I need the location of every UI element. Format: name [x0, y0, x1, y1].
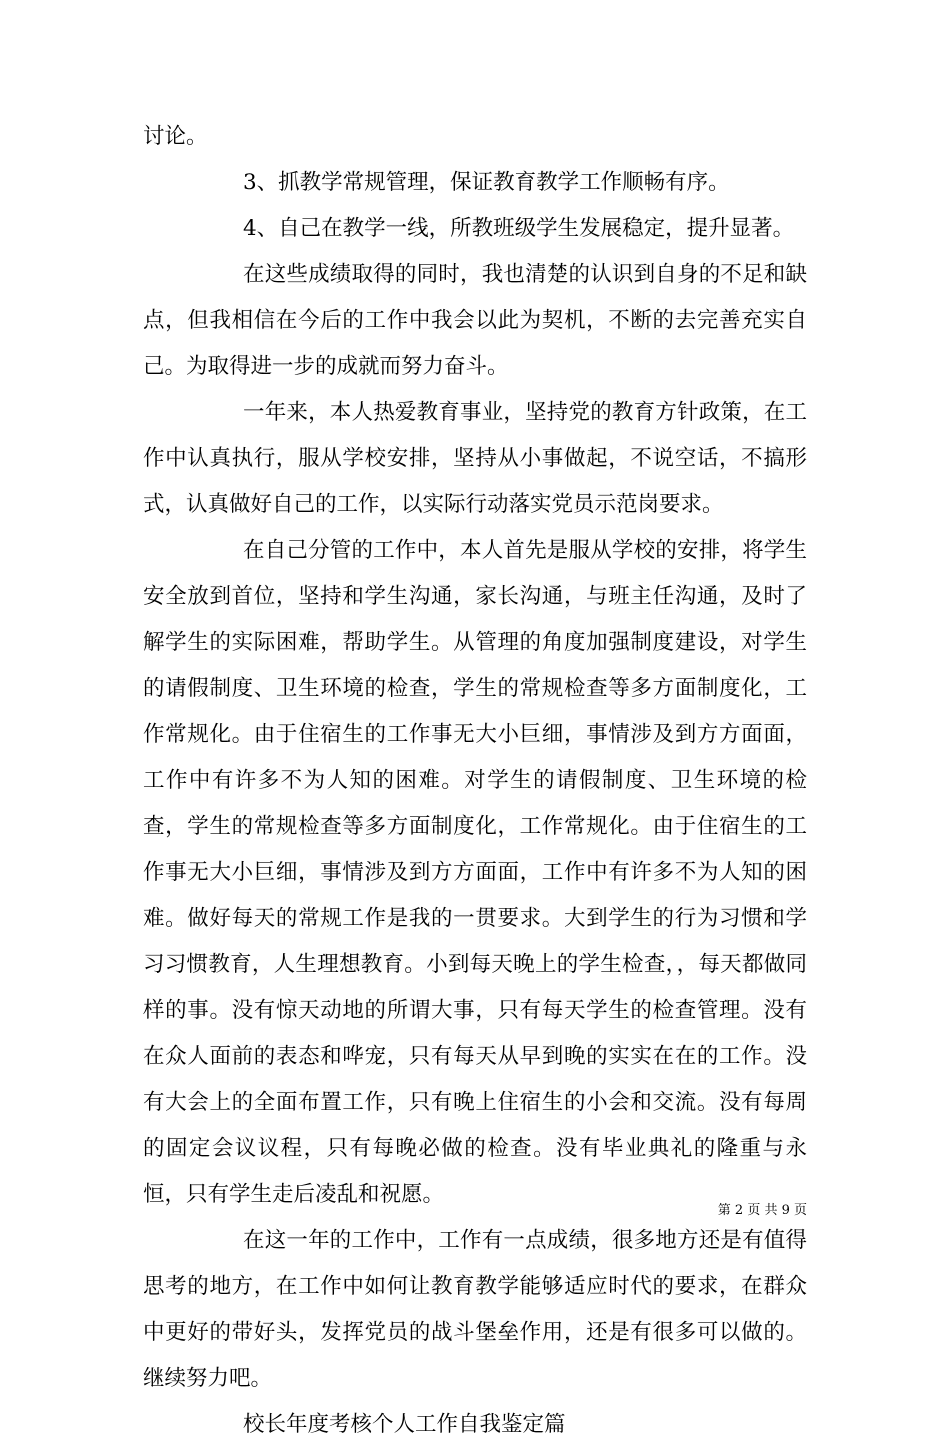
document-body [143, 114, 807, 1448]
paragraph-reflection: 在这一年的工作中，工作有一点成绩，很多地方还是有值得思考的地方，在工作中如何让教育教学能够适应时代的要求，在群众中更好的带好头，发挥党员的战斗堡垒作用，还是有很多可以做的。继续努力吧。 [143, 1228, 807, 1391]
paragraph-management-work: 在自己分管的工作中，本人首先是服从学校的安排，将学生安全放到首位，坚持和学生沟通，家长沟通，与班主任沟通，及时了解学生的实际困难，帮助学生。从管理的角度加强制度建设，对学生的请假制度、卫生环境的检查，学生的常规检查等多方面制度化，工作常规化。由于住宿生的工作事无大小巨细，事情涉及到方方面面，工作中有许多不为人知的困难。对学生的请假制度、卫生环境的检查，学生的常规检查等多方面制度化，工作常规化。由于住宿生的工作事无大小巨细，事情涉及到方方面面，工作中有许多不为人知的困难。做好每天的常规工作是我的一贯要求。大到学生的行为习惯和学习习惯教育，人生理想教育。小到每天晚上的学生检查，，每天都做同样的事。没有惊天动地的所谓大事，只有每天学生的检查管理。没有在众人面前的表态和哗宠，只有每天从早到晚的实实在在的工作。没有大会上的全面布置工作，只有晚上住宿生的小会和交流。没有每周的固定会议议程，只有每晚必做的检查。没有毕业典礼的隆重与永恒，只有学生走后凌乱和祝愿。 [143, 538, 807, 1207]
page-number-footer: 第 2 页 共 9 页 [717, 1203, 807, 1218]
paragraph-item-4: 4、自己在教学一线，所教班级学生发展稳定，提升显著。 [243, 216, 795, 241]
paragraph-discussion-end: 讨论。 [143, 124, 208, 149]
paragraph-shortcomings: 在这些成绩取得的同时，我也清楚的认识到自身的不足和缺点，但我相信在今后的工作中我会以此为契机，不断的去完善充实自己。为取得进一步的成就而努力奋斗。 [143, 262, 807, 379]
paragraph-item-3: 3、抓教学常规管理，保证教育教学工作顺畅有序。 [243, 170, 730, 195]
section-heading: 校长年度考核个人工作自我鉴定篇 [243, 1412, 566, 1437]
paragraph-year-review: 一年来，本人热爱教育事业，坚持党的教育方针政策，在工作中认真执行，服从学校安排，坚持从小事做起，不说空话，不搞形式，认真做好自己的工作，以实际行动落实党员示范岗要求。 [143, 400, 807, 517]
